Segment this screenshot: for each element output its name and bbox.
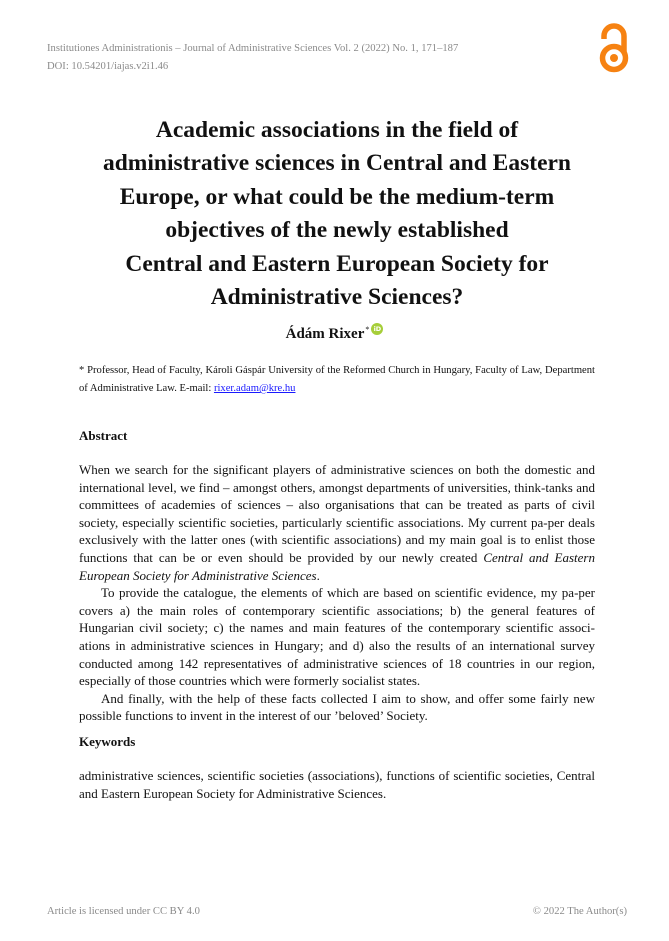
author-affiliation	[79, 362, 595, 398]
abstract-paragraph	[79, 461, 595, 584]
author-line	[0, 323, 669, 343]
title-line: Administrative Sciences?	[210, 284, 464, 311]
title-line: objectives of the newly established	[165, 217, 509, 244]
title-line: Central and Eastern European Society for	[125, 250, 549, 277]
title-line: Academic associations in the field of	[155, 117, 519, 143]
title-line: administrative sciences in Central and Eastern	[102, 150, 571, 177]
journal-citation: Institutiones Administrationis – Journal of Administrative Sciences Vol. 2 (2022) No. 1, 171–187	[47, 43, 459, 54]
affiliation-text: * Professor, Head of Faculty, Károli Gáspár University of the Reformed Church in Hungary, Faculty of Law, Department of Administrative Law. E-mail:	[79, 365, 595, 394]
society-name-italic: Central and Eastern European Society for Administrative Sciences	[79, 549, 595, 583]
email-link[interactable]: rixer.adam@kre.hu	[213, 383, 296, 394]
journal-header	[47, 40, 458, 76]
abstract-p1-text: When we search for the significant players of administrative sciences on both the domestic and international level, we find – amongst others, amongst departments of universities, think-tanks and committees of academies of sciences – also organisations that can be treated as parts of civil society, especially scientific societies, particularly scientific associations. My current pa-per deals exclusively with the latter ones (with scientific associations) and my main goal is to enlist those functions that can be or even should be provided by our newly created	[79, 462, 595, 565]
license-note: Article is licensed under CC BY 4.0	[47, 906, 200, 917]
abstract-body	[79, 461, 595, 725]
abstract-paragraph: To provide the catalogue, the elements of which are based on scientific evidence, my pa-per covers a) the main roles of contemporary scientific associations; b) the general features of Hungarian civil society; c) the names and main features of the contemporary scientific associ-ations in administrative sciences in Hungary; and d) also the results of an international survey conducted among 142 representatives of administrative sciences of 18 countries in our region, especially of those countries which were formerly socialist states.	[79, 585, 595, 689]
footnote-mark: *	[365, 325, 370, 334]
orcid-icon[interactable]: iD	[371, 323, 383, 335]
copyright-note: © 2022 The Author(s)	[532, 906, 627, 917]
author-name: Ádám Rixer	[285, 326, 365, 342]
open-access-lock-icon	[597, 22, 631, 74]
keywords-heading: Keywords	[79, 734, 136, 749]
keywords-body: administrative sciences, scientific societies (associations), functions of scientific societies, Central and Eastern European Society for Administrative Sciences.	[79, 768, 595, 801]
doi: DOI: 10.54201/iajas.v2i1.46	[47, 61, 169, 72]
abstract-heading: Abstract	[79, 428, 128, 443]
abstract-paragraph: And finally, with the help of these facts collected I aim to show, and offer some fairly new possible functions to invent in the interest of our ’beloved’ Society.	[79, 690, 595, 724]
article-title	[72, 114, 602, 314]
title-line: Europe, or what could be the medium-term	[119, 183, 555, 210]
abstract-p1-end: .	[316, 567, 320, 583]
